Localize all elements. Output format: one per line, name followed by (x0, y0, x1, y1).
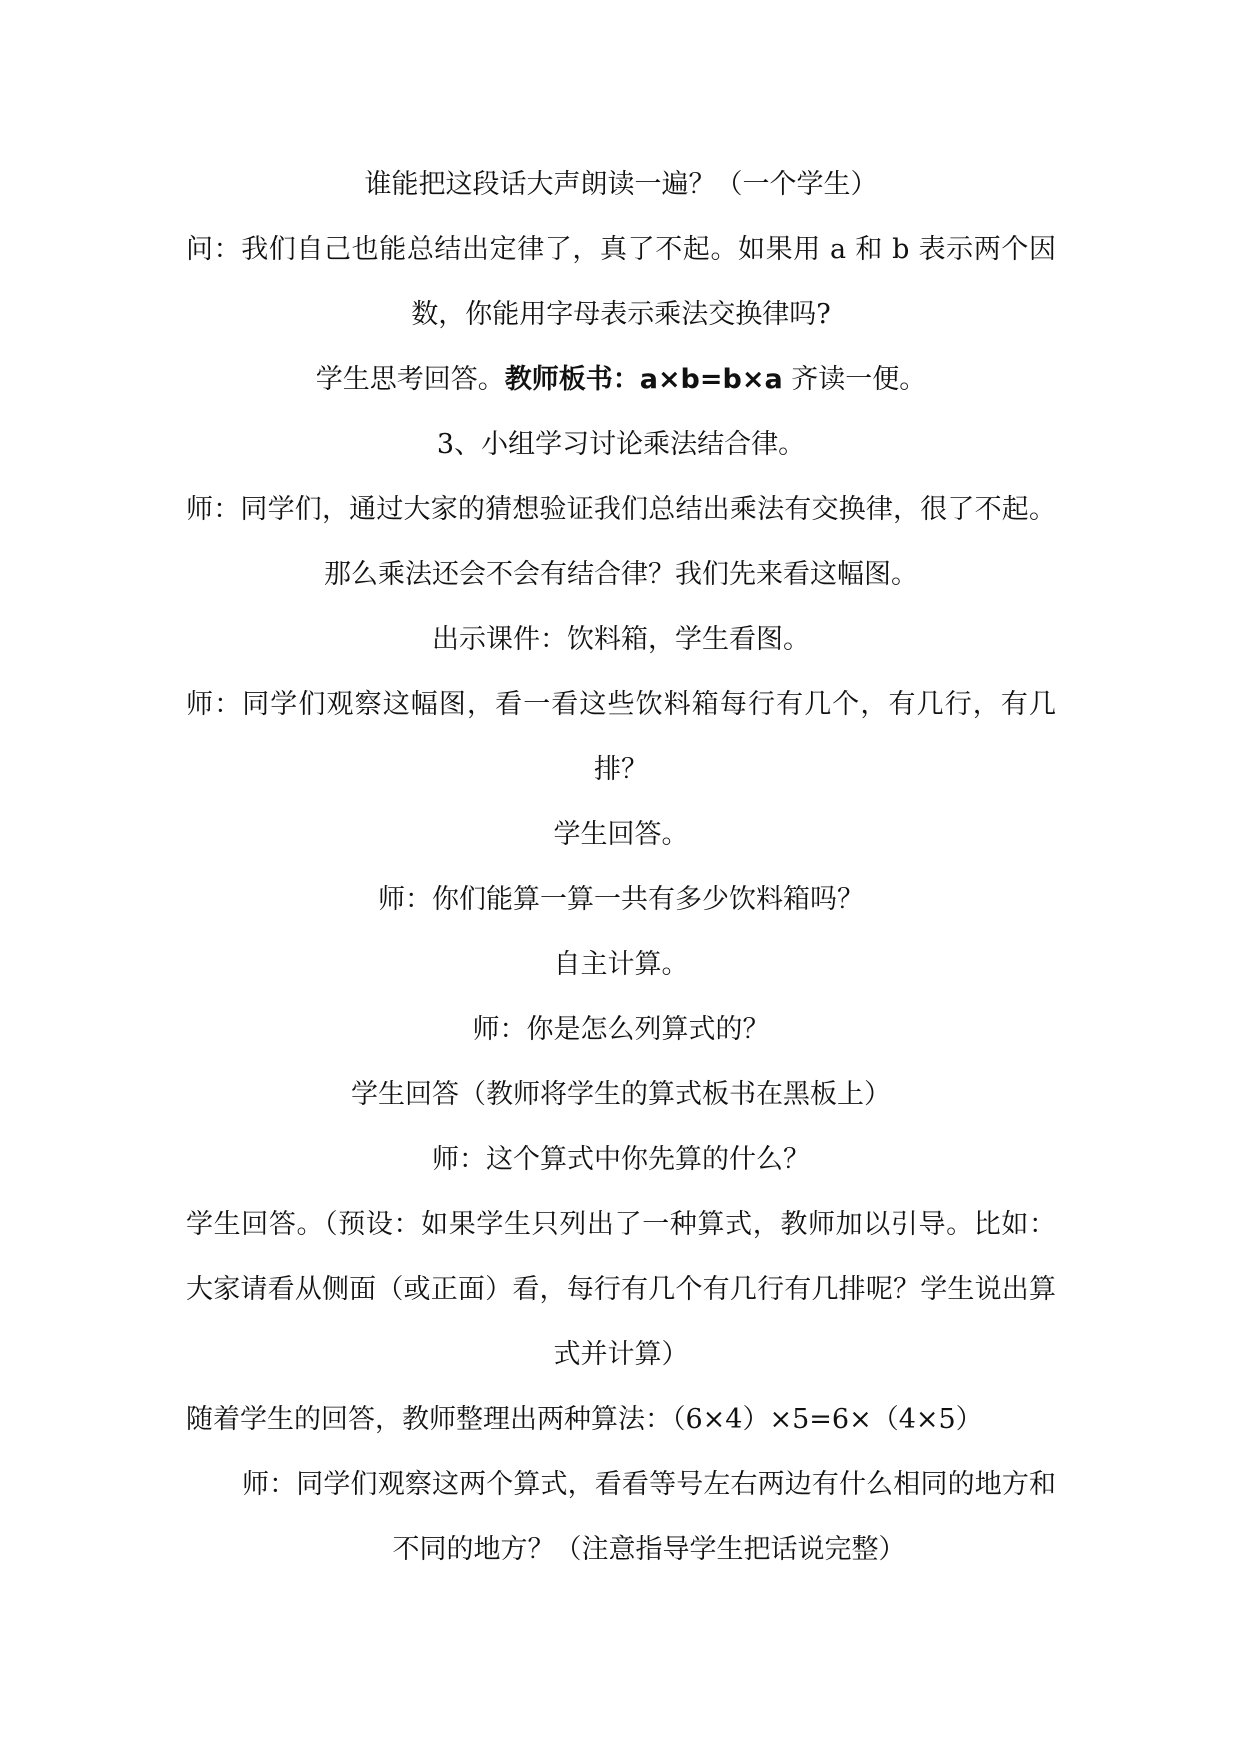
paragraph-student-answer-board: 学生回答（教师将学生的算式板书在黑板上） (351, 1079, 891, 1110)
document-page (186, 152, 1056, 1582)
paragraph-read-aloud: 谁能把这段话大声朗读一遍？（一个学生） (364, 169, 878, 200)
board-formula: 教师板书：a×b=b×a (504, 364, 783, 395)
paragraph-teacher-intro-associative: 师：同学们，通过大家的猜想验证我们总结出乘法有交换律，很了不起。那么乘法还会不会有结合律？我们先来看这幅图。 (186, 494, 1056, 590)
paragraph-observe-picture: 师：同学们观察这幅图，看一看这些饮料箱每行有几个，有几行，有几排？ (186, 689, 1056, 785)
student-answer-text: 学生思考回答。 (315, 364, 505, 395)
paragraph-how-formula: 师：你是怎么列算式的？ (472, 1014, 770, 1045)
paragraph-two-methods: 随着学生的回答，教师整理出两种算法：（6×4）×5=6×（4×5） (186, 1404, 983, 1435)
paragraph-question-commutative: 问：我们自己也能总结出定律了，真了不起。如果用 a 和 b 表示两个因数，你能用字母表示乘法交换律吗? (186, 234, 1056, 330)
paragraph-calculate-total: 师：你们能算一算一共有多少饮料箱吗？ (378, 884, 864, 915)
paragraph-preset-guidance: 学生回答。（预设：如果学生只列出了一种算式，教师加以引导。比如：大家请看从侧面（或正面）看，每行有几个有几行有几排呢？学生说出算式并计算） (186, 1209, 1056, 1370)
paragraph-board-writing (186, 347, 1056, 412)
section-heading-associative: 3、小组学习讨论乘法结合律。 (436, 429, 806, 460)
paragraph-what-first: 师：这个算式中你先算的什么？ (432, 1144, 810, 1175)
paragraph-compare-formulas: 师：同学们观察这两个算式，看看等号左右两边有什么相同的地方和不同的地方？（注意指导学生把话说完整） (242, 1469, 1056, 1565)
paragraph-self-calculate: 自主计算。 (553, 949, 689, 980)
paragraph-show-courseware: 出示课件：饮料箱，学生看图。 (432, 624, 810, 655)
read-together-text: 齐读一便。 (782, 364, 927, 395)
paragraph-student-answer: 学生回答。 (553, 819, 689, 850)
